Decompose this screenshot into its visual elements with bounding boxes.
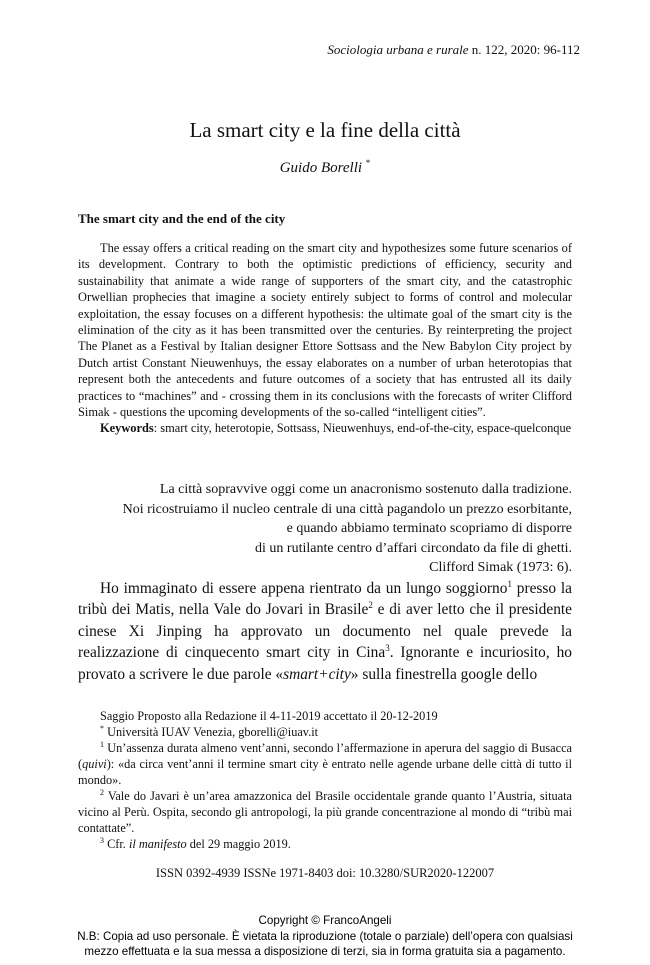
author-footnote-mark: *: [365, 158, 371, 168]
keywords: [78, 420, 572, 436]
body-text-segment: . Ignorante e incuriosito, ho provato a scrivere le due parole «: [78, 644, 572, 683]
footnote-number: 3: [100, 835, 104, 845]
author: [0, 158, 650, 177]
epigraph-line: La città sopravvive oggi come un anacronismo sostenuto dalla tradizione.: [159, 482, 572, 497]
keywords-text: : smart city, heterotopie, Sottsass, Nieuwenhuys, end-of-the-city, espace-quelconque: [153, 421, 572, 436]
epigraph: [102, 480, 572, 578]
footnote-text: del 29 maggio 2019.: [186, 837, 291, 851]
affiliation-note: [78, 724, 572, 740]
copyright-notice: [0, 913, 650, 960]
copyright-line: mezzo effettuata e la sua messa a disposizione di terzi, sia in forma gratuita sia a pagamento.: [84, 945, 566, 958]
footnote-ref-2[interactable]: 2: [368, 600, 373, 611]
footnote-number: 1: [100, 739, 104, 749]
journal-name: Sociologia urbana e rurale: [327, 42, 469, 57]
affiliation-text: Università IUAV Venezia, gborelli@iuav.it: [104, 725, 319, 739]
footnote-3: [78, 836, 572, 852]
copyright-line: N.B: Copia ad uso personale. È vietata la riproduzione (totale o parziale) dell’opera con qualsiasi: [77, 929, 573, 943]
body-text-segment: Ho immaginato di essere appena rientrato da un lungo soggiorno: [100, 580, 508, 597]
footnotes: [78, 708, 572, 852]
journal-issue: n. 122, 2020: 96-112: [468, 42, 580, 57]
footnote-ref-3[interactable]: 3: [385, 643, 390, 654]
footnote-text: Cfr.: [104, 837, 129, 851]
issn-doi-line: ISSN 0392-4939 ISSNe 1971-8403 doi: 10.3280/SUR2020-122007: [155, 866, 495, 880]
author-name: Guido Borelli: [279, 160, 363, 176]
epigraph-line: di un rutilante centro d’affari circondato da file di ghetti.: [255, 540, 572, 556]
footnote-text: ): «da circa vent’anni il termine smart city è entrato nelle agende urbane delle città di tutto il mondo».: [78, 757, 572, 787]
body-text-italic: smart+city: [283, 665, 351, 683]
submission-note: Saggio Proposto alla Redazione il 4-11-2019 accettato il 20-12-2019: [100, 709, 438, 723]
footnote-text: Un’assenza durata almeno vent’anni, secondo l’affermazione in aperura del saggio di Busacca (: [78, 741, 572, 771]
body-text-segment: presso la tribù dei Matis, nella Vale do Jovari in Brasile: [78, 580, 572, 619]
epigraph-citation: Clifford Simak (1973: 6).: [429, 560, 572, 575]
epigraph-line: e quando abbiamo terminato scopriamo di disporre: [286, 521, 572, 536]
keywords-label: Keywords: [100, 421, 154, 436]
copyright-line: Copyright © FrancoAngeli: [258, 914, 392, 927]
body-text-segment: e di aver letto che il presidente cinese Xi Jinping ha approvato un documento nel quale prevede la realizzazione di cinquecento smart city in Cina: [78, 601, 572, 662]
epigraph-line: Noi ricostruiamo il nucleo centrale di una città pagandolo un prezzo esorbitante,: [122, 501, 572, 517]
body-text-segment: » sulla finestrella google dello: [350, 665, 538, 683]
footnote-number: 2: [100, 787, 104, 797]
english-title: The smart city and the end of the city: [78, 211, 286, 226]
abstract-text: The essay offers a critical reading on the smart city and hypothesizes some future scenarios of its development. Contrary to both the optimistic predictions of efficiency, security and sustainability that animate a wide range of supporters of the smart city, and the catastrophic Orwellian prophecies that imagine a society entirely subject to forms of control and molecular exploitation, the essay focuses on a different hypothesis: the ultimate goal of the smart city is the elimination of the city as it has been transmitted over the centuries. By reinterpreting the project The Planet as a Festival by Italian designer Ettore Sottsass and the New Babylon City project by Dutch artist Constant Nieuwenhuys, the essay elaborates on a number of urban heterotopias that represent both the antecedents and future outcomes of a society that has entrusted all its daily practices to “machines” and - crossing them in its conclusions with the forecasts of writer Clifford Simak - questions the upcoming developments of the so-called “intelligent cities”.: [78, 241, 572, 420]
footnote-2: [78, 788, 572, 836]
article-title: La smart city e la fine della città: [189, 118, 461, 142]
footnote-text-italic: quivi: [82, 757, 107, 771]
footnote-text: Vale do Javari è un’area amazzonica del Brasile occidentale grande quanto l’Austria, situata vicino al Perù. Ospita, secondo gli antropologi, la più grande concentrazione al mondo di “tribù mai contattate”.: [78, 789, 572, 835]
footnote-ref-1[interactable]: 1: [507, 578, 512, 589]
affiliation-mark: *: [100, 723, 104, 733]
footnote-text-italic: il manifesto: [128, 837, 187, 851]
footnote-1: [78, 740, 572, 788]
body-text: [78, 578, 572, 685]
journal-header: [327, 42, 580, 58]
body-paragraph: [78, 578, 572, 685]
abstract: [78, 240, 572, 437]
